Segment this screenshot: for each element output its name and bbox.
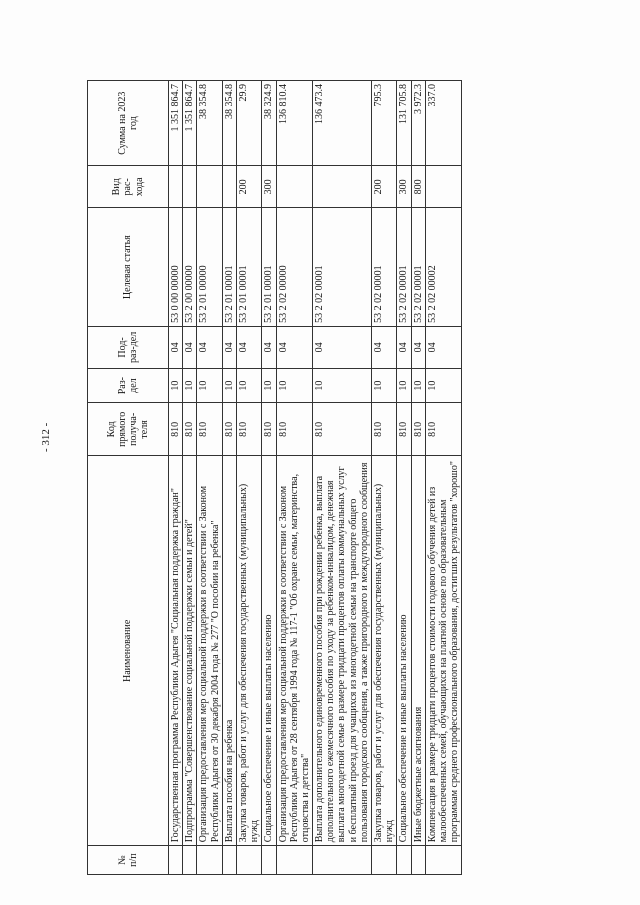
header-exptype: Вид рас-хода xyxy=(88,166,169,208)
table-row xyxy=(425,81,462,875)
cell-target: 53 2 01 00000 xyxy=(197,208,222,326)
cell-subsection: 04 xyxy=(372,326,397,368)
cell-exptype: 300 xyxy=(397,166,411,208)
cell-name: Компенсация в размере тридцати процентов стоимости годового обучения детей из малообеспеченных семей, обучающихся на платной основе по образовательным программам среднего профессионального образования, достигших результатов "хорошо" xyxy=(425,456,462,846)
cell-name: Закупка товаров, работ и услуг для обеспечения государственных (муниципальных) нужд xyxy=(372,456,397,846)
cell-target: 53 2 02 00002 xyxy=(425,208,462,326)
cell-exptype xyxy=(169,166,183,208)
cell-code: 810 xyxy=(397,403,411,456)
cell-amount: 38 324.9 xyxy=(262,81,276,166)
table-row xyxy=(411,81,425,875)
cell-code: 810 xyxy=(425,403,462,456)
cell-code: 810 xyxy=(183,403,197,456)
cell-exptype: 800 xyxy=(411,166,425,208)
cell-exptype xyxy=(183,166,197,208)
page-number: - 312 - xyxy=(40,422,52,452)
table-row xyxy=(313,81,372,875)
cell-name: Выплата пособия на ребенка xyxy=(222,456,236,846)
cell-code: 810 xyxy=(236,403,261,456)
cell-name: Социальное обеспечение и иные выплаты населению xyxy=(397,456,411,846)
cell-num xyxy=(397,846,411,875)
cell-num xyxy=(372,846,397,875)
cell-target: 53 2 02 00001 xyxy=(397,208,411,326)
cell-name: Организация предоставления мер социальной поддержки в соответствии с Законом Республики Адыгея от 30 декабря 2004 года № 277 "О пособии на ребенка" xyxy=(197,456,222,846)
cell-amount: 1 351 864.7 xyxy=(183,81,197,166)
cell-name: Социальное обеспечение и иные выплаты населению xyxy=(262,456,276,846)
cell-target: 53 2 02 00001 xyxy=(411,208,425,326)
cell-name: Государственная программа Республики Адыгея "Социальная поддержка граждан" xyxy=(169,456,183,846)
cell-num xyxy=(236,846,261,875)
cell-target: 53 2 02 00001 xyxy=(372,208,397,326)
table-row xyxy=(372,81,397,875)
cell-section: 10 xyxy=(411,368,425,402)
table-row xyxy=(236,81,261,875)
cell-exptype xyxy=(425,166,462,208)
cell-subsection: 04 xyxy=(222,326,236,368)
cell-amount: 29.9 xyxy=(236,81,261,166)
cell-section: 10 xyxy=(313,368,372,402)
cell-amount: 795.3 xyxy=(372,81,397,166)
cell-section: 10 xyxy=(197,368,222,402)
cell-exptype xyxy=(222,166,236,208)
table-row xyxy=(183,81,197,875)
cell-name: Закупка товаров, работ и услуг для обеспечения государственных (муниципальных) нужд xyxy=(236,456,261,846)
cell-code: 810 xyxy=(262,403,276,456)
cell-num xyxy=(262,846,276,875)
cell-amount: 136 810.4 xyxy=(276,81,313,166)
cell-name: Выплата дополнительного единовременного пособия при рождении ребенка, выплата дополнительного ежемесячного пособия по уходу за ребенком-инвалидом, денежная выплата многодетной семье в размере тридцати процентов оплаты коммунальных услуг и бесплатный проезд для учащихся из многодетной семьи на транспорте общего пользования городского сообщения, а также пригородного и междугородного сообщения xyxy=(313,456,372,846)
cell-code: 810 xyxy=(197,403,222,456)
cell-section: 10 xyxy=(222,368,236,402)
header-amount: Сумма на 2023 год xyxy=(88,81,169,166)
table-row xyxy=(197,81,222,875)
cell-subsection: 04 xyxy=(313,326,372,368)
table-row xyxy=(169,81,183,875)
cell-exptype: 200 xyxy=(372,166,397,208)
cell-name: Организация предоставления мер социальной поддержки в соответствии с Законом Республики Адыгея от 28 сентября 1994 года № 117-1 "Об охране семьи, материнства, отцовства и детства" xyxy=(276,456,313,846)
cell-num xyxy=(183,846,197,875)
cell-name: Иные бюджетные ассигнования xyxy=(411,456,425,846)
cell-target: 53 2 00 00000 xyxy=(183,208,197,326)
cell-subsection: 04 xyxy=(183,326,197,368)
cell-subsection: 04 xyxy=(411,326,425,368)
cell-target: 53 2 02 00001 xyxy=(313,208,372,326)
cell-subsection: 04 xyxy=(236,326,261,368)
cell-subsection: 04 xyxy=(262,326,276,368)
cell-subsection: 04 xyxy=(276,326,313,368)
table-row xyxy=(262,81,276,875)
cell-num xyxy=(411,846,425,875)
cell-target: 53 0 00 00000 xyxy=(169,208,183,326)
header-code: Код прямого получа-теля xyxy=(88,403,169,456)
cell-amount: 136 473.4 xyxy=(313,81,372,166)
cell-name: Подпрограмма "Совершенствование социальной поддержки семьи и детей" xyxy=(183,456,197,846)
header-name: Наименование xyxy=(88,456,169,846)
cell-target: 53 2 01 00001 xyxy=(236,208,261,326)
cell-num xyxy=(169,846,183,875)
header-subsection: Под-раз-дел xyxy=(88,326,169,368)
cell-code: 810 xyxy=(411,403,425,456)
cell-section: 10 xyxy=(169,368,183,402)
cell-section: 10 xyxy=(262,368,276,402)
header-row xyxy=(88,81,169,875)
cell-amount: 38 354.8 xyxy=(222,81,236,166)
header-num: № п/п xyxy=(88,846,169,875)
cell-subsection: 04 xyxy=(425,326,462,368)
cell-num xyxy=(197,846,222,875)
cell-section: 10 xyxy=(425,368,462,402)
header-target: Целевая статья xyxy=(88,208,169,326)
cell-target: 53 2 01 00001 xyxy=(262,208,276,326)
cell-num xyxy=(222,846,236,875)
cell-amount: 3 972.3 xyxy=(411,81,425,166)
cell-code: 810 xyxy=(276,403,313,456)
cell-num xyxy=(425,846,462,875)
rotated-content xyxy=(87,80,547,875)
cell-amount: 1 351 864.7 xyxy=(169,81,183,166)
cell-section: 10 xyxy=(397,368,411,402)
cell-code: 810 xyxy=(222,403,236,456)
cell-num xyxy=(313,846,372,875)
table-body xyxy=(169,81,462,875)
cell-exptype xyxy=(276,166,313,208)
cell-target: 53 2 02 00000 xyxy=(276,208,313,326)
table-row xyxy=(276,81,313,875)
cell-num xyxy=(276,846,313,875)
cell-section: 10 xyxy=(276,368,313,402)
cell-section: 10 xyxy=(236,368,261,402)
cell-exptype xyxy=(197,166,222,208)
cell-code: 810 xyxy=(313,403,372,456)
cell-subsection: 04 xyxy=(169,326,183,368)
cell-code: 810 xyxy=(372,403,397,456)
cell-amount: 337.0 xyxy=(425,81,462,166)
cell-subsection: 04 xyxy=(197,326,222,368)
cell-amount: 38 354.8 xyxy=(197,81,222,166)
cell-code: 810 xyxy=(169,403,183,456)
table-row xyxy=(397,81,411,875)
table-row xyxy=(222,81,236,875)
cell-amount: 131 705.8 xyxy=(397,81,411,166)
cell-subsection: 04 xyxy=(397,326,411,368)
cell-exptype: 200 xyxy=(236,166,261,208)
cell-exptype: 300 xyxy=(262,166,276,208)
cell-section: 10 xyxy=(372,368,397,402)
cell-target: 53 2 01 00001 xyxy=(222,208,236,326)
budget-table xyxy=(87,80,462,875)
header-section: Раз-дел xyxy=(88,368,169,402)
cell-exptype xyxy=(313,166,372,208)
cell-section: 10 xyxy=(183,368,197,402)
